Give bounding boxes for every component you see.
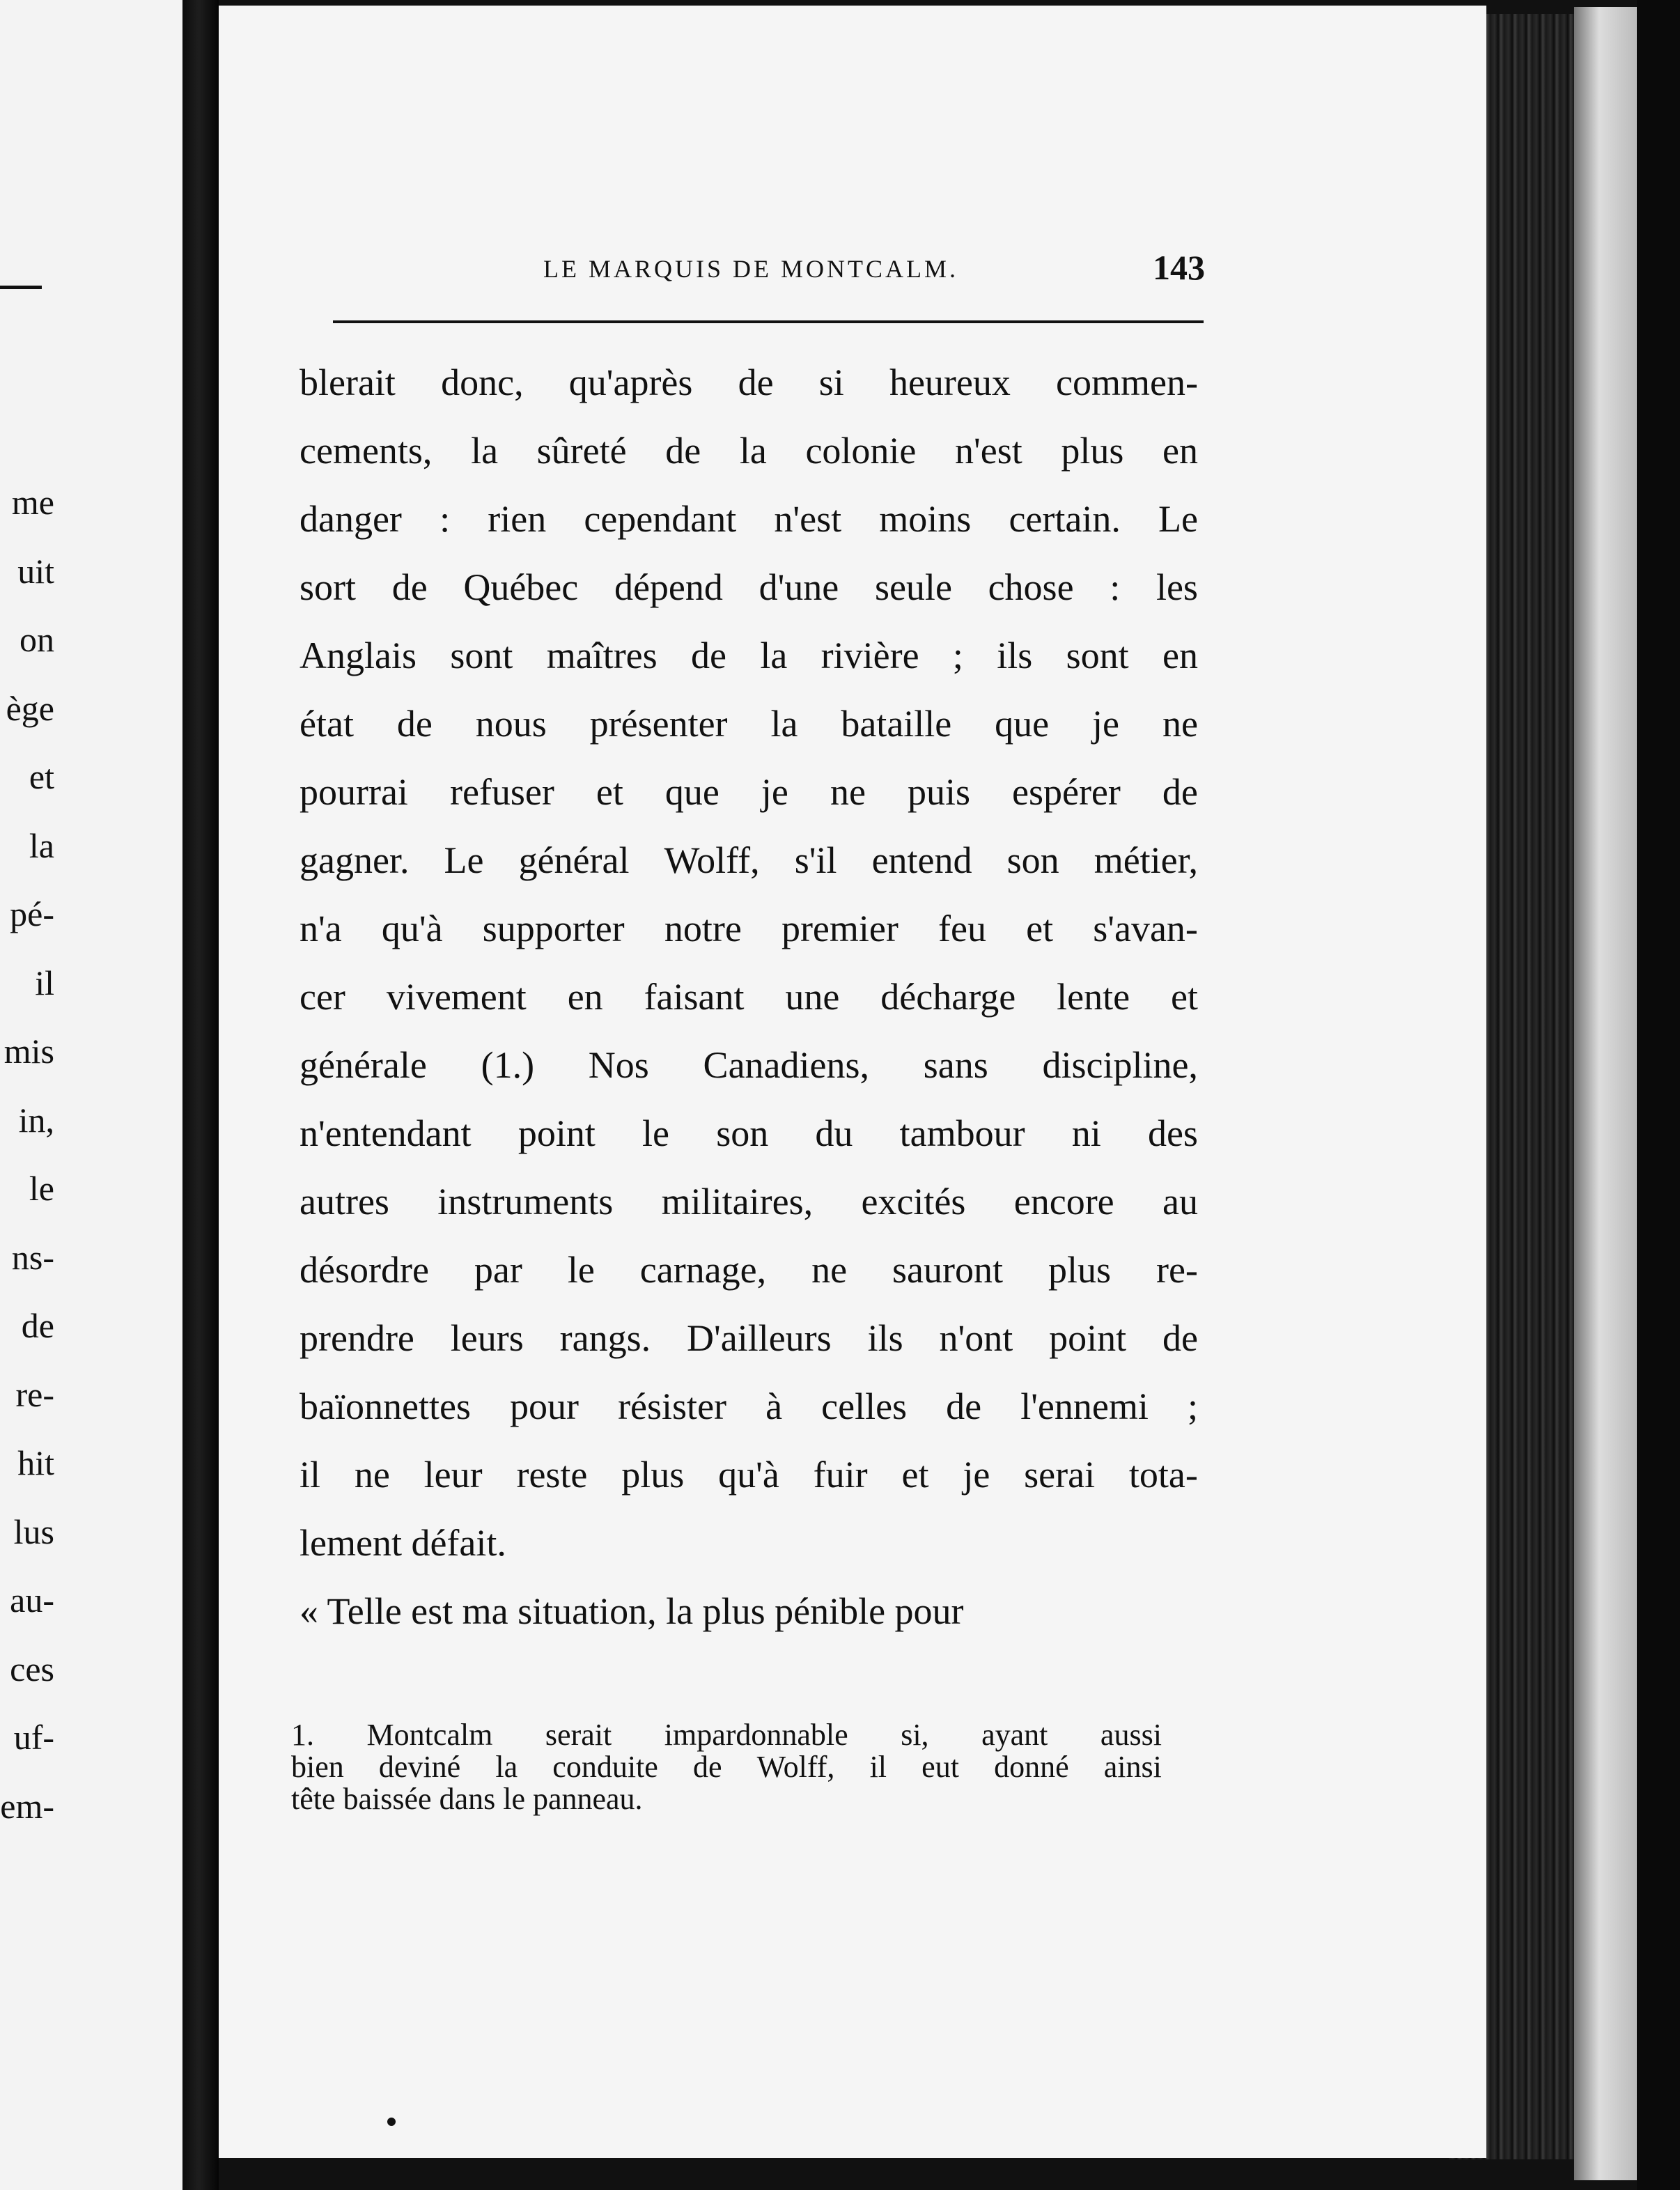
text-line: n'entendant point le son du tambour ni des bbox=[300, 1112, 1198, 1154]
running-head: LE MARQUIS DE MONTCALM. bbox=[543, 255, 958, 283]
text-line: désordre par le carnage, ne sauront plus re- bbox=[300, 1249, 1198, 1291]
previous-page-line: on bbox=[20, 620, 54, 659]
text-line: n'a qu'à supporter notre premier feu et s'avan- bbox=[300, 908, 1198, 949]
previous-page-line: uf- bbox=[13, 1718, 54, 1757]
footnote-line: bien deviné la conduite de Wolff, il eut donné ainsi bbox=[291, 1750, 1162, 1784]
previous-page-line: uit bbox=[17, 551, 54, 591]
previous-page-line: il bbox=[35, 963, 54, 1002]
text-line: générale (1.) Nos Canadiens, sans discipline, bbox=[300, 1044, 1198, 1086]
previous-page-line: au- bbox=[10, 1581, 54, 1620]
previous-page-line: de bbox=[21, 1306, 54, 1345]
previous-page-line: le bbox=[29, 1169, 54, 1208]
text-line: état de nous présenter la bataille que je ne bbox=[300, 703, 1198, 745]
previous-page-lines bbox=[0, 468, 182, 1840]
text-line: cements, la sûreté de la colonie n'est plus en bbox=[300, 430, 1198, 472]
scan-border bbox=[1637, 0, 1680, 2190]
previous-page-line: pé- bbox=[10, 894, 54, 933]
text-line: lement défait. bbox=[300, 1522, 506, 1564]
previous-page-line: em- bbox=[0, 1786, 54, 1826]
text-line: gagner. Le général Wolff, s'il entend son métier, bbox=[300, 839, 1198, 881]
previous-page-line: la bbox=[29, 825, 54, 865]
previous-page-line: hit bbox=[17, 1443, 54, 1482]
footnote-line: 1. Montcalm serait impardonnable si, ayant aussi bbox=[291, 1718, 1162, 1752]
previous-page bbox=[0, 0, 182, 2190]
footnote bbox=[291, 1719, 1162, 1815]
previous-page-line: ces bbox=[10, 1649, 54, 1688]
body-text bbox=[300, 348, 1198, 1645]
text-line: baïonnettes pour résister à celles de l'ennemi ; bbox=[300, 1385, 1198, 1427]
text-line: prendre leurs rangs. D'ailleurs ils n'ont point de bbox=[300, 1317, 1198, 1359]
book-gutter bbox=[182, 0, 219, 2190]
page-edges-highlight bbox=[1574, 7, 1637, 2180]
page-number: 143 bbox=[1153, 248, 1205, 287]
text-line: Anglais sont maîtres de la rivière ; ils sont en bbox=[300, 635, 1198, 676]
text-line: « Telle est ma situation, la plus pénible pour bbox=[300, 1590, 964, 1632]
previous-page-line: in, bbox=[18, 1100, 54, 1140]
previous-page-line: ns- bbox=[11, 1237, 54, 1277]
footnote-line: tête baissée dans le panneau. bbox=[291, 1782, 643, 1816]
text-line: cer vivement en faisant une décharge lente et bbox=[300, 976, 1198, 1018]
previous-page-line: lus bbox=[13, 1512, 54, 1551]
text-line: danger : rien cependant n'est moins certain. Le bbox=[300, 498, 1198, 540]
text-line: il ne leur reste plus qu'à fuir et je serai tota- bbox=[300, 1454, 1198, 1496]
previous-page-line: mis bbox=[3, 1032, 54, 1071]
text-line: pourrai refuser et que je ne puis espérer de bbox=[300, 771, 1198, 813]
text-line: autres instruments militaires, excités encore au bbox=[300, 1181, 1198, 1222]
header-rule bbox=[333, 320, 1204, 323]
page-header bbox=[543, 247, 1205, 289]
text-line: sort de Québec dépend d'une seule chose : les bbox=[300, 566, 1198, 608]
previous-page-line: re- bbox=[15, 1374, 54, 1414]
previous-page-line: me bbox=[11, 483, 54, 522]
previous-page-line: ège bbox=[6, 688, 54, 728]
ink-speck bbox=[387, 2118, 396, 2126]
previous-page-rule bbox=[0, 286, 42, 289]
text-line: blerait donc, qu'après de si heureux commen- bbox=[300, 362, 1198, 403]
previous-page-line: et bbox=[29, 757, 54, 796]
